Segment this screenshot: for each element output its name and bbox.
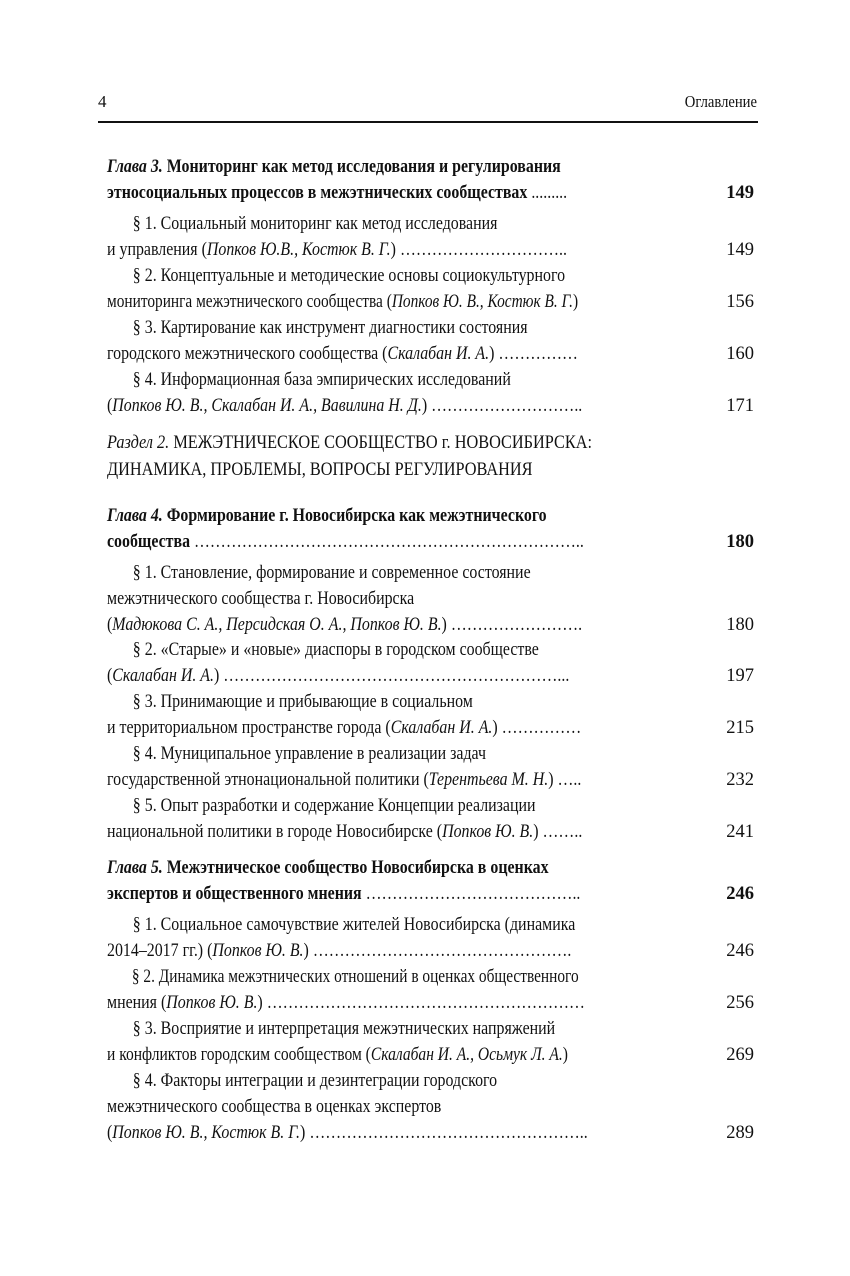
chapter-title-line bbox=[107, 154, 754, 180]
dot-leader: ………………………………………………………... bbox=[223, 666, 570, 686]
toc-section[interactable] bbox=[107, 689, 754, 741]
chapter-label: Глава 3. bbox=[107, 157, 163, 177]
paren: ) bbox=[533, 822, 539, 842]
toc-section[interactable] bbox=[107, 1016, 754, 1068]
toc-section[interactable] bbox=[107, 211, 754, 263]
page-ref: 256 bbox=[726, 993, 754, 1013]
section-title: ( bbox=[107, 396, 113, 416]
header-rule bbox=[98, 121, 758, 123]
page-ref: 232 bbox=[726, 770, 754, 790]
part-title: МЕЖЭТНИЧЕСКОЕ СООБЩЕСТВО г. НОВОСИБИРСКА: bbox=[173, 433, 593, 453]
page-ref: 246 bbox=[726, 941, 754, 961]
paren: ) bbox=[489, 344, 495, 364]
dot-leader: ……………………….. bbox=[431, 396, 583, 416]
page-ref: 180 bbox=[726, 615, 754, 635]
section-title: мнения ( bbox=[107, 993, 167, 1013]
page-number: 4 bbox=[98, 92, 107, 111]
section-title: мониторинга межэтнического сообщества ( bbox=[107, 292, 392, 312]
toc-section[interactable] bbox=[107, 367, 754, 419]
dot-leader: ………………………………….. bbox=[365, 884, 581, 904]
page-ref: 289 bbox=[726, 1123, 754, 1143]
section-title: § 3. Картирование как инструмент диагностики состояния bbox=[132, 318, 528, 338]
section-title: национальной политики в городе Новосибирске ( bbox=[107, 822, 443, 842]
dot-leader: ………………………….. bbox=[399, 240, 567, 260]
section-authors: Попков Ю. В., Костюк В. Г. bbox=[391, 292, 574, 312]
dot-leader: …………………………………………….. bbox=[309, 1123, 588, 1143]
paren: ) bbox=[303, 941, 309, 961]
toc-section[interactable] bbox=[107, 637, 754, 689]
section-authors: Скалабан И. А. bbox=[112, 666, 214, 686]
paren: ) bbox=[300, 1123, 306, 1143]
dot-leader: ……………………………………………………………….. bbox=[194, 532, 584, 552]
part-title: ДИНАМИКА, ПРОБЛЕМЫ, ВОПРОСЫ РЕГУЛИРОВАНИЯ bbox=[107, 460, 533, 480]
paren: ) bbox=[548, 770, 554, 790]
section-title: ( bbox=[107, 615, 113, 635]
toc-part-2[interactable] bbox=[107, 430, 754, 484]
dot-leader: …………… bbox=[501, 718, 582, 738]
section-title: § 1. Социальное самочувствие жителей Новосибирска (динамика bbox=[132, 915, 576, 935]
page-ref: 241 bbox=[726, 822, 754, 842]
page-ref: 269 bbox=[726, 1045, 754, 1065]
section-title: § 1. Становление, формирование и современное состояние bbox=[132, 563, 531, 583]
toc-section[interactable] bbox=[107, 315, 754, 367]
toc-chapter-5[interactable] bbox=[107, 855, 754, 907]
chapter-title: экспертов и общественного мнения bbox=[107, 884, 362, 904]
section-title: государственной этнонациональной политики ( bbox=[107, 770, 429, 790]
running-head bbox=[98, 92, 757, 114]
section-title: § 3. Восприятие и интерпретация межэтнических напряжений bbox=[132, 1019, 556, 1039]
section-title: и территориальном пространстве города ( bbox=[107, 718, 391, 738]
paren: ) bbox=[562, 1045, 568, 1065]
section-title: § 1. Социальный мониторинг как метод исследования bbox=[132, 214, 498, 234]
toc-section[interactable] bbox=[107, 912, 754, 964]
section-authors: Попков Ю. В., Скалабан И. А., Вавилина Н. Д. bbox=[112, 396, 422, 416]
toc-section[interactable] bbox=[107, 560, 754, 638]
page-ref: 246 bbox=[726, 884, 754, 904]
dot-leader: ……………………. bbox=[450, 615, 583, 635]
chapter-title: Формирование г. Новосибирска как межэтнического bbox=[166, 506, 547, 526]
paren: ) bbox=[441, 615, 447, 635]
chapter-title: Межэтническое сообщество Новосибирска в оценках bbox=[166, 858, 549, 878]
paren: ) bbox=[213, 666, 220, 686]
section-title: ( bbox=[107, 666, 113, 686]
section-authors: Мадюкова С. А., Персидская О. А., Попков Ю. В. bbox=[112, 615, 442, 635]
section-title: межэтнического сообщества г. Новосибирска bbox=[107, 589, 415, 609]
toc-section[interactable] bbox=[107, 1068, 754, 1146]
toc-section[interactable] bbox=[107, 263, 754, 315]
page-ref: 156 bbox=[726, 292, 754, 312]
dot-leader: …………………………………………………… bbox=[266, 993, 585, 1013]
page-ref: 180 bbox=[726, 532, 754, 552]
section-title: и конфликтов городским сообществом ( bbox=[107, 1045, 371, 1065]
chapter-title-line bbox=[107, 180, 754, 206]
page-ref: 197 bbox=[726, 666, 754, 686]
section-title: § 4. Информационная база эмпирических исследований bbox=[132, 370, 511, 390]
section-title: 2014–2017 гг.) ( bbox=[107, 941, 213, 961]
part-label: Раздел 2. bbox=[107, 433, 170, 453]
toc-section[interactable] bbox=[107, 793, 754, 845]
section-authors: Скалабан И. А., Осьмук Л. А. bbox=[370, 1045, 563, 1065]
section-authors: Попков Ю. В. bbox=[166, 993, 258, 1013]
chapter-label: Глава 4. bbox=[107, 506, 163, 526]
chapter-title: Мониторинг как метод исследования и регулирования bbox=[166, 157, 561, 177]
section-title: § 5. Опыт разработки и содержание Концепции реализации bbox=[132, 796, 536, 816]
section-title: § 2. «Старые» и «новые» диаспоры в городском сообществе bbox=[132, 640, 539, 660]
section-title: городского межэтнического сообщества ( bbox=[107, 344, 388, 364]
toc-section[interactable] bbox=[107, 741, 754, 793]
page-ref: 149 bbox=[726, 240, 754, 260]
dot-leader: ......... bbox=[531, 183, 568, 203]
running-title: Оглавление bbox=[684, 92, 757, 111]
section-title: межэтнического сообщества в оценках экспертов bbox=[107, 1097, 442, 1117]
page-ref: 171 bbox=[726, 396, 754, 416]
paren: ) bbox=[421, 396, 428, 416]
section-authors: Попков Ю. В. bbox=[212, 941, 304, 961]
dot-leader: …….. bbox=[542, 822, 583, 842]
section-title: § 4. Муниципальное управление в реализации задач bbox=[132, 744, 486, 764]
section-authors: Попков Ю. В. bbox=[442, 822, 534, 842]
section-authors: Попков Ю.В., Костюк В. Г. bbox=[206, 240, 391, 260]
section-title: и управления ( bbox=[107, 240, 207, 260]
section-title: § 2. Концептуальные и методические основы социокультурного bbox=[132, 266, 566, 286]
dot-leader: ….. bbox=[557, 770, 582, 790]
section-title: § 2. Динамика межэтнических отношений в оценках общественного bbox=[131, 967, 579, 987]
paren: ) bbox=[390, 240, 396, 260]
chapter-title: этносоциальных процессов в межэтнических сообществах bbox=[107, 183, 528, 203]
paren: ) bbox=[573, 292, 579, 312]
section-title: § 3. Принимающие и прибывающие в социальном bbox=[132, 692, 473, 712]
paren: ) bbox=[492, 718, 498, 738]
toc-chapter-4[interactable] bbox=[107, 503, 754, 555]
page-ref: 215 bbox=[726, 718, 754, 738]
toc-section[interactable] bbox=[107, 964, 754, 1016]
dot-leader: …………………………………………. bbox=[312, 941, 572, 961]
dot-leader: …………… bbox=[498, 344, 578, 364]
section-title: ( bbox=[107, 1123, 113, 1143]
section-authors: Попков Ю. В., Костюк В. Г. bbox=[112, 1123, 301, 1143]
chapter-label: Глава 5. bbox=[107, 858, 163, 878]
section-authors: Скалабан И. А. bbox=[387, 344, 490, 364]
section-title: § 4. Факторы интеграции и дезинтеграции городского bbox=[132, 1071, 498, 1091]
section-authors: Скалабан И. А. bbox=[390, 718, 493, 738]
page-ref: 149 bbox=[726, 183, 754, 203]
paren: ) bbox=[257, 993, 263, 1013]
chapter-title: сообщества bbox=[107, 532, 191, 552]
toc-chapter-3[interactable] bbox=[107, 154, 754, 206]
page-ref: 160 bbox=[726, 344, 754, 364]
section-authors: Терентьева М. Н. bbox=[428, 770, 549, 790]
